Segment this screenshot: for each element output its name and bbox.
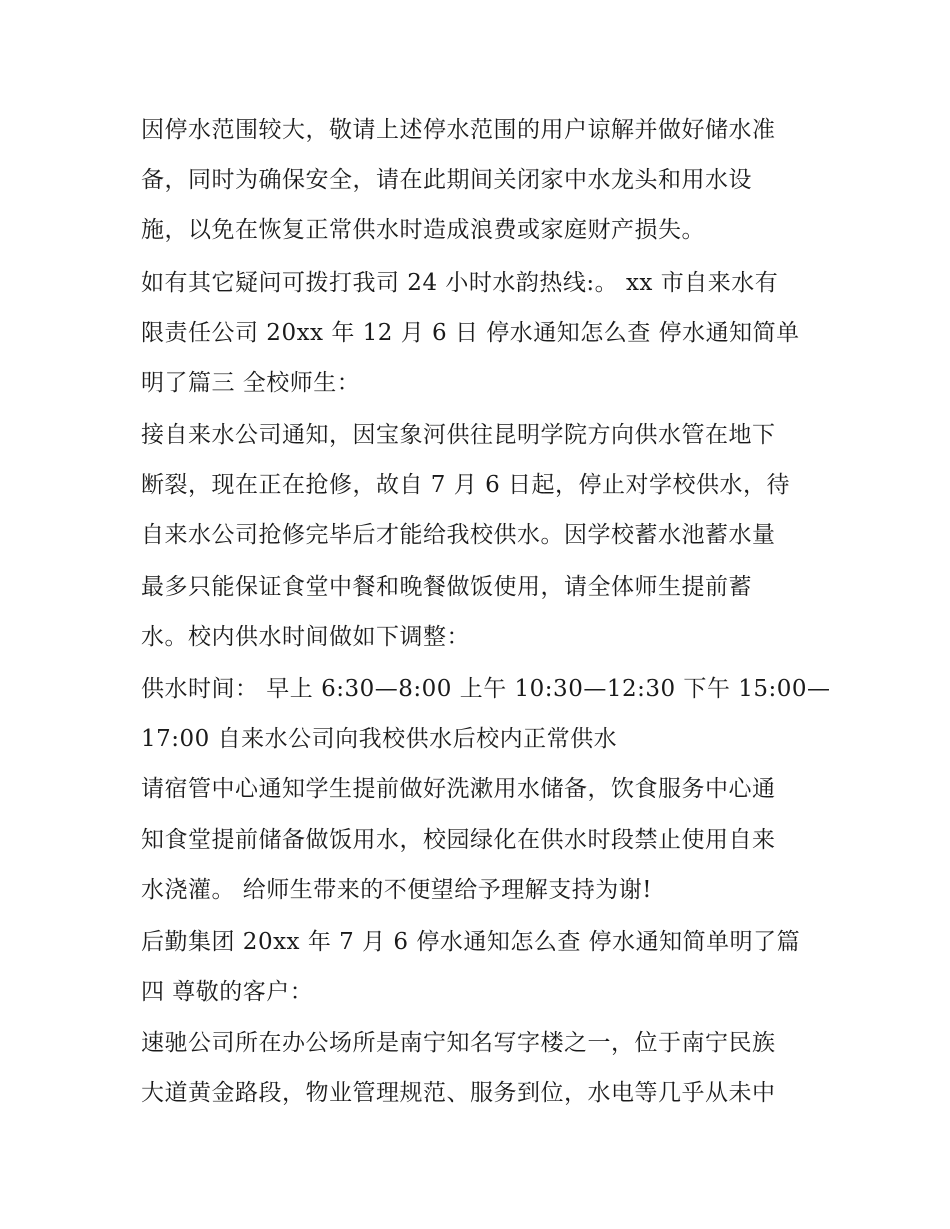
text-line: 17:00 自来水公司向我校供水后校内正常供水 [141,726,618,752]
text-line: 最多只能保证食堂中餐和晚餐做饭使用，请全体师生提前蓄 [141,574,752,600]
text-line: 知食堂提前储备做饭用水，校园绿化在供水时段禁止使用自来 [141,827,776,853]
text-line: 接自来水公司通知，因宝象河供往昆明学院方向供水管在地下 [141,422,776,448]
text-line: 大道黄金路段，物业管理规范、服务到位，水电等几乎从未中 [141,1080,776,1106]
text-line: 断裂，现在正在抢修，故自 7 月 6 日起，停止对学校供水，待 [141,472,791,498]
text-line: 请宿管中心通知学生提前做好洗漱用水储备，饮食服务中心通 [141,776,776,802]
text-line: 自来水公司抢修完毕后才能给我校供水。因学校蓄水池蓄水量 [141,522,776,548]
text-line: 如有其它疑问可拨打我司 24 小时水韵热线:。 xx 市自来水有 [141,270,779,296]
text-line: 因停水范围较大，敬请上述停水范围的用户谅解并做好储水准 [141,117,776,143]
text-line: 水。校内供水时间做如下调整： [141,624,470,650]
text-line: 四 尊敬的客户： [141,979,314,1005]
text-line: 限责任公司 20xx 年 12 月 6 日 停水通知怎么查 停水通知简单 [141,320,800,346]
text-line: 后勤集团 20xx 年 7 月 6 停水通知怎么查 停水通知简单明了篇 [141,929,801,955]
text-line: 施，以免在恢复正常供水时造成浪费或家庭财产损失。 [141,217,705,243]
text-line: 供水时间： 早上 6:30—8:00 上午 10:30—12:30 下午 15:00— [141,676,831,702]
text-line: 水浇灌。 给师生带来的不便望给予理解支持为谢! [141,877,653,903]
text-line: 明了篇三 全校师生： [141,370,361,396]
text-line: 速驰公司所在办公场所是南宁知名写字楼之一，位于南宁民族 [141,1030,776,1056]
text-line: 备，同时为确保安全，请在此期间关闭家中水龙头和用水设 [141,167,752,193]
